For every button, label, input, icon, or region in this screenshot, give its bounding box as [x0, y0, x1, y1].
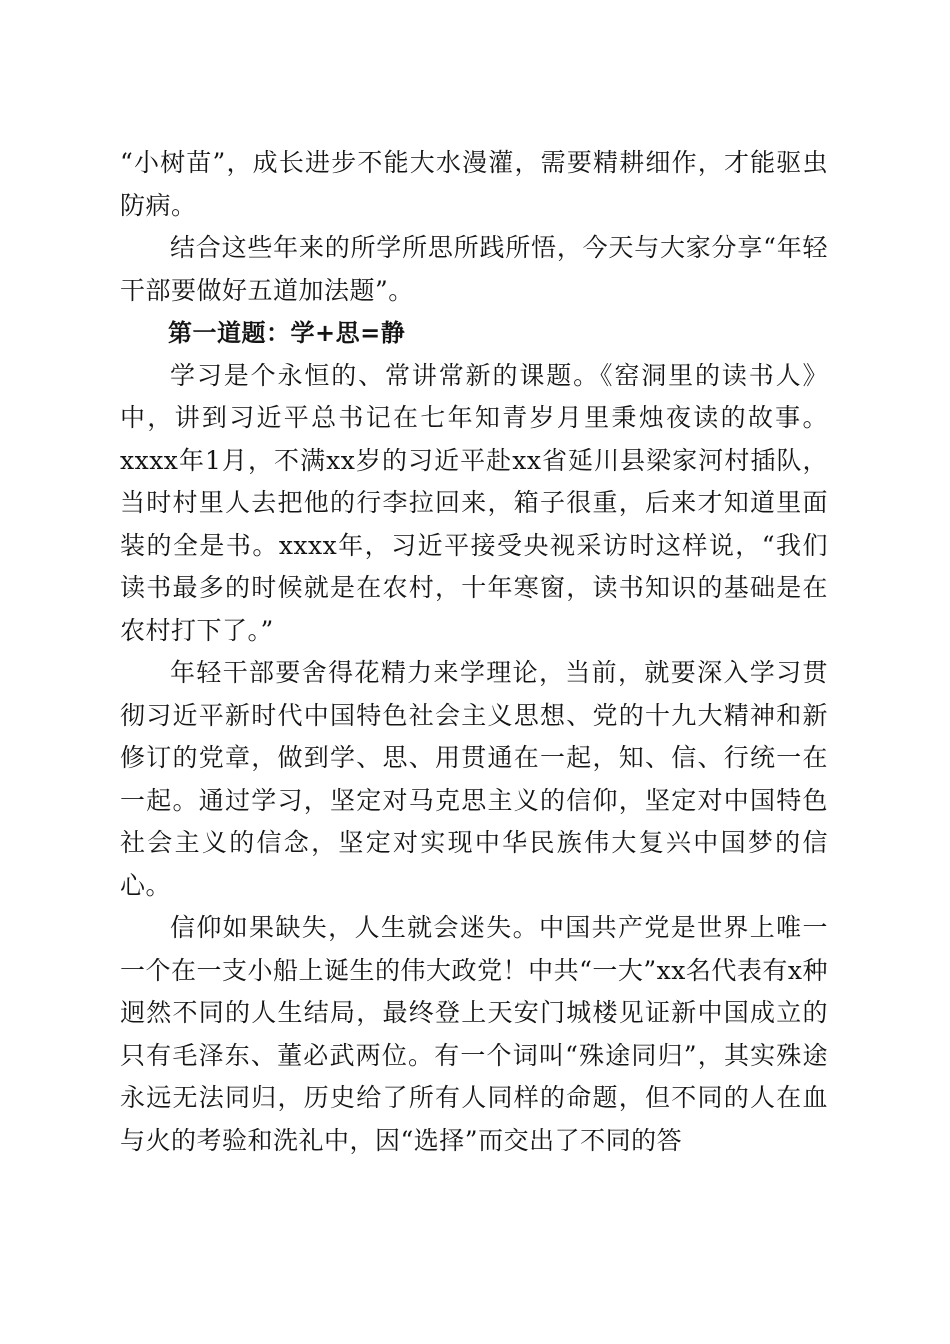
paragraph-continuation: “小树苗”，成长进步不能大水漫灌，需要精耕细作，才能驱虫防病。: [120, 148, 828, 220]
section-heading: 第一道题：学+思=静: [168, 319, 406, 347]
paragraph-intro: 结合这些年来的所学所思所践所悟，今天与大家分享“年轻干部要做好五道加法题”。: [120, 233, 828, 305]
paragraph-faith: 信仰如果缺失，人生就会迷失。中国共产党是世界上唯一一个在一支小船上诞生的伟大政党！中共“一大”xx名代表有x种迥然不同的人生结局，最终登上天安门城楼见证新中国成立的只有毛泽东、董必武两位。有一个词叫“殊途同归”，其实殊途永远无法同归，历史给了所有人同样的命题，但不同的人在血与火的考验和洗礼中，因“选择”而交出了不同的答: [120, 913, 828, 1155]
paragraph-study: 学习是个永恒的、常讲常新的课题。《窑洞里的读书人》中，讲到习近平总书记在七年知青岁月里秉烛夜读的故事。xxxx年1月，不满xx岁的习近平赴xx省延川县梁家河村插队，当时村里人去把他的行李拉回来，箱子很重，后来才知道里面装的全是书。xxxx年，习近平接受央视采访时这样说，“我们读书最多的时候就是在农村，十年寒窗，读书知识的基础是在农村打下了。”: [120, 360, 828, 645]
paragraph-theory: 年轻干部要舍得花精力来学理论，当前，就要深入学习贯彻习近平新时代中国特色社会主义思想、党的十九大精神和新修订的党章，做到学、思、用贯通在一起，知、信、行统一在一起。通过学习，坚定对马克思主义的信仰，坚定对中国特色社会主义的信念，坚定对实现中华民族伟大复兴中国梦的信心。: [120, 658, 828, 900]
document-body: [120, 142, 828, 1162]
